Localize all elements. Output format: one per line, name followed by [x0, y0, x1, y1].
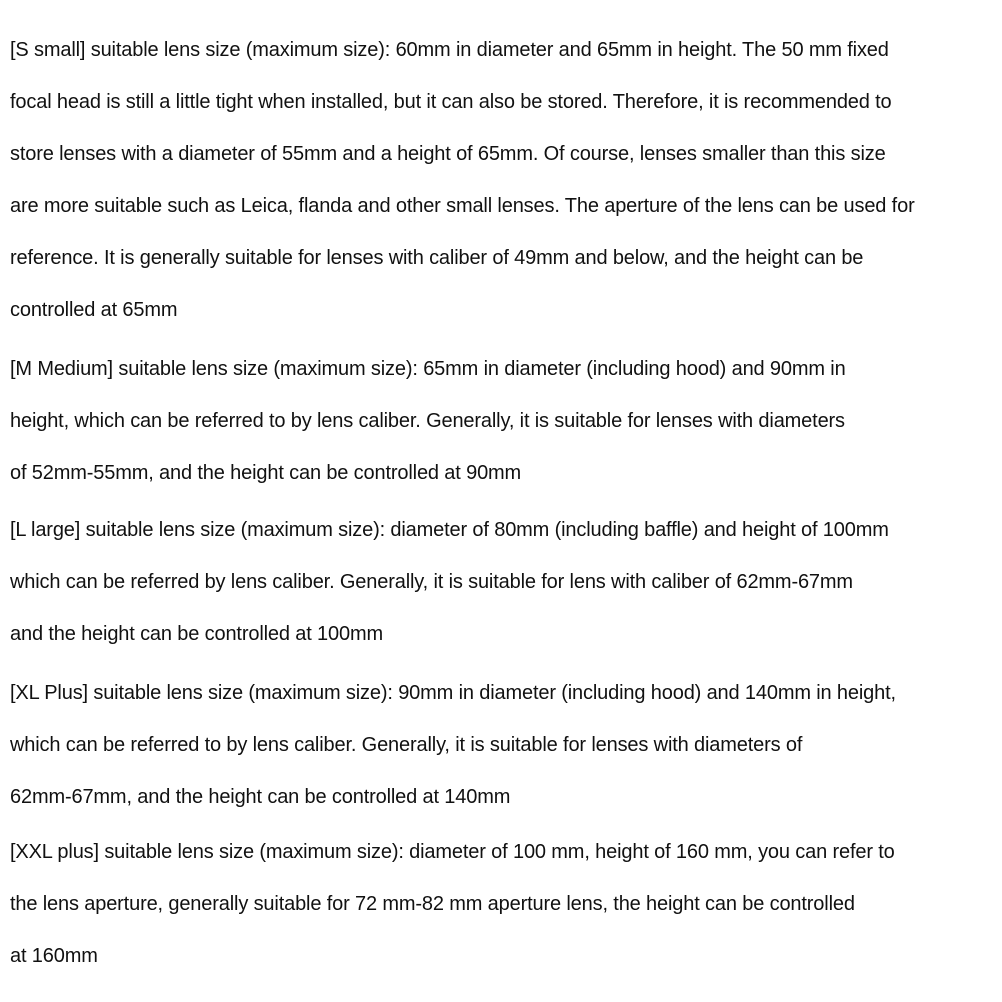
size-xxl-line-3: at 160mm — [10, 945, 98, 967]
size-xl-line-3: 62mm-67mm, and the height can be controlled at 140mm — [10, 786, 511, 808]
size-xl-line-2: which can be referred to by lens caliber. Generally, it is suitable for lenses with diameters of — [10, 734, 803, 756]
size-m-line-2: height, which can be referred to by lens caliber. Generally, it is suitable for lenses with diameters — [10, 410, 845, 432]
size-xxl-line-2: the lens aperture, generally suitable for 72 mm-82 mm aperture lens, the height can be controlled — [10, 893, 855, 915]
size-l-line-2: which can be referred by lens caliber. Generally, it is suitable for lens with caliber of 62mm-67mm — [10, 571, 853, 593]
size-s-line-1: [S small] suitable lens size (maximum size): 60mm in diameter and 65mm in height. The 50 mm fixed — [10, 39, 889, 61]
size-s-line-3: store lenses with a diameter of 55mm and a height of 65mm. Of course, lenses smaller than this size — [10, 143, 886, 165]
size-s-line-5: reference. It is generally suitable for lenses with caliber of 49mm and below, and the height can be — [10, 247, 864, 269]
size-m-line-1: [M Medium] suitable lens size (maximum size): 65mm in diameter (including hood) and 90mm in — [10, 358, 846, 380]
size-m-line-3: of 52mm-55mm, and the height can be controlled at 90mm — [10, 462, 522, 484]
size-l-line-1: [L large] suitable lens size (maximum size): diameter of 80mm (including baffle) and height of 100mm — [10, 519, 889, 541]
size-s-line-6: controlled at 65mm — [10, 299, 178, 321]
size-s-line-4: are more suitable such as Leica, flanda and other small lenses. The aperture of the lens can be used for — [10, 195, 915, 217]
size-s-line-2: focal head is still a little tight when installed, but it can also be stored. Therefore, it is recommended to — [10, 91, 892, 113]
size-xxl-line-1: [XXL plus] suitable lens size (maximum size): diameter of 100 mm, height of 160 mm, you can refer to — [10, 841, 895, 863]
size-xl-line-1: [XL Plus] suitable lens size (maximum size): 90mm in diameter (including hood) and 140mm in height, — [10, 682, 896, 704]
size-l-line-3: and the height can be controlled at 100mm — [10, 623, 383, 645]
